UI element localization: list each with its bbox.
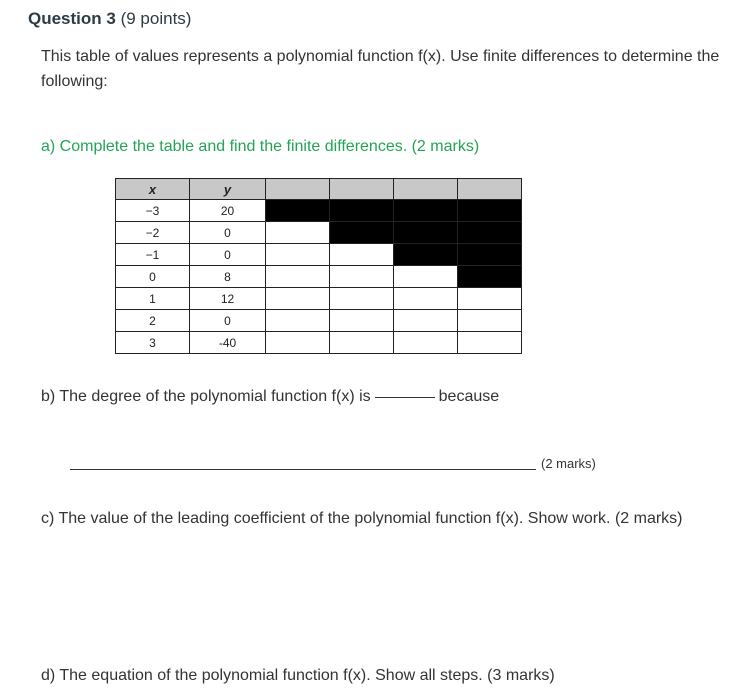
- difference-cell[interactable]: [266, 332, 330, 354]
- difference-cell[interactable]: [330, 332, 394, 354]
- blocked-cell: [458, 244, 522, 266]
- part-b-prefix: b) The degree of the polynomial function f(x) is: [41, 388, 371, 405]
- table-row: [116, 244, 522, 266]
- cell-y: 0: [190, 222, 266, 244]
- part-d-instruction: d) The equation of the polynomial function f(x). Show all steps. (3 marks): [41, 667, 555, 684]
- part-b-instruction: [41, 388, 499, 406]
- table-row: [116, 222, 522, 244]
- header-diff-1: [266, 179, 330, 200]
- cell-y: 12: [190, 288, 266, 310]
- cell-y: -40: [190, 332, 266, 354]
- question-points: (9 points): [120, 9, 192, 28]
- difference-cell[interactable]: [266, 222, 330, 244]
- difference-cell[interactable]: [266, 244, 330, 266]
- blocked-cell: [458, 222, 522, 244]
- difference-cell[interactable]: [266, 310, 330, 332]
- difference-cell[interactable]: [394, 332, 458, 354]
- cell-x: −1: [116, 244, 190, 266]
- difference-cell[interactable]: [394, 288, 458, 310]
- header-diff-3: [394, 179, 458, 200]
- question-prompt: This table of values represents a polynomial function f(x). Use finite differences to determine the following:: [41, 48, 720, 90]
- difference-cell[interactable]: [394, 266, 458, 288]
- blocked-cell: [266, 200, 330, 222]
- values-table: [115, 178, 522, 354]
- cell-x: −3: [116, 200, 190, 222]
- difference-cell[interactable]: [330, 310, 394, 332]
- table-row: [116, 332, 522, 354]
- cell-x: 3: [116, 332, 190, 354]
- cell-y: 8: [190, 266, 266, 288]
- table-header-row: [116, 179, 522, 200]
- part-a-instruction: a) Complete the table and find the finite differences. (2 marks): [41, 138, 480, 155]
- blocked-cell: [394, 244, 458, 266]
- header-diff-2: [330, 179, 394, 200]
- cell-x: −2: [116, 222, 190, 244]
- blocked-cell: [330, 200, 394, 222]
- blocked-cell: [458, 200, 522, 222]
- difference-cell[interactable]: [394, 310, 458, 332]
- blocked-cell: [458, 266, 522, 288]
- cell-y: 20: [190, 200, 266, 222]
- degree-blank[interactable]: [375, 397, 435, 398]
- table-row: [116, 266, 522, 288]
- table-row: [116, 288, 522, 310]
- difference-cell[interactable]: [266, 266, 330, 288]
- header-y: y: [190, 179, 266, 200]
- part-c-instruction: c) The value of the leading coefficient of the polynomial function f(x). Show work. (2 marks): [41, 510, 683, 527]
- reason-blank[interactable]: [70, 469, 536, 470]
- header-x: x: [116, 179, 190, 200]
- blocked-cell: [330, 222, 394, 244]
- header-diff-4: [458, 179, 522, 200]
- difference-cell[interactable]: [266, 288, 330, 310]
- difference-cell[interactable]: [330, 266, 394, 288]
- difference-cell[interactable]: [330, 288, 394, 310]
- cell-x: 1: [116, 288, 190, 310]
- part-b-suffix: because: [438, 388, 500, 405]
- difference-cell[interactable]: [458, 310, 522, 332]
- table-row: [116, 310, 522, 332]
- cell-y: 0: [190, 310, 266, 332]
- cell-y: 0: [190, 244, 266, 266]
- table-row: [116, 200, 522, 222]
- cell-x: 0: [116, 266, 190, 288]
- blocked-cell: [394, 200, 458, 222]
- difference-cell[interactable]: [458, 332, 522, 354]
- difference-cell[interactable]: [330, 244, 394, 266]
- difference-cell[interactable]: [458, 288, 522, 310]
- blocked-cell: [394, 222, 458, 244]
- question-title: Question 3: [28, 9, 116, 28]
- question-header: [28, 9, 191, 29]
- part-b-marks: (2 marks): [541, 456, 596, 471]
- cell-x: 2: [116, 310, 190, 332]
